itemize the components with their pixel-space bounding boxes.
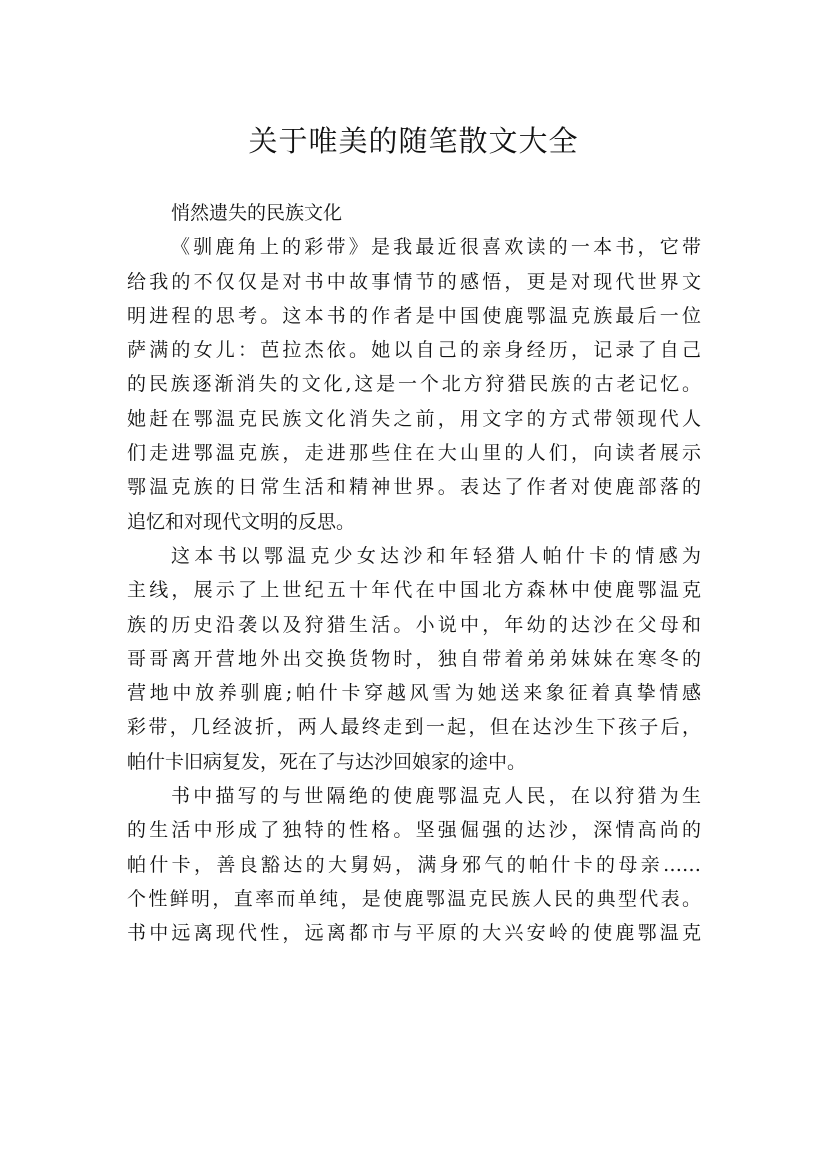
text-line: 追忆和对现代文明的反思。 xyxy=(127,510,356,533)
document-body xyxy=(127,196,701,951)
text-line: 给我的不仅仅是对书中故事情节的感悟，更是对现代世界文 xyxy=(127,270,701,293)
text-line: 《驯鹿角上的彩带》是我最近很喜欢读的一本书，它带 xyxy=(171,236,701,259)
text-line: 们走进鄂温克族，走进那些住在大山里的人们，向读者展示 xyxy=(127,442,701,465)
text-line: 营地中放养驯鹿;帕什卡穿越风雪为她送来象征着真挚情感 xyxy=(127,682,701,705)
text-line: 的生活中形成了独特的性格。坚强倔强的达沙，深情高尚的 xyxy=(127,819,701,842)
text-line: 个性鲜明，直率而单纯，是使鹿鄂温克民族人民的典型代表。 xyxy=(127,887,701,910)
text-line: 这本书以鄂温克少女达沙和年轻猎人帕什卡的情感为 xyxy=(171,544,701,567)
text-line: 鄂温克族的日常生活和精神世界。表达了作者对使鹿部落的 xyxy=(127,476,701,499)
text-line: 的民族逐渐消失的文化,这是一个北方狩猎民族的古老记忆。 xyxy=(127,373,701,396)
text-line: 明进程的思考。这本书的作者是中国使鹿鄂温克族最后一位 xyxy=(127,304,701,327)
text-line: 帕什卡旧病复发，死在了与达沙回娘家的途中。 xyxy=(127,750,527,773)
text-line: 彩带，几经波折，两人最终走到一起，但在达沙生下孩子后， xyxy=(127,716,701,739)
text-line: 书中描写的与世隔绝的使鹿鄂温克人民，在以狩猎为生 xyxy=(171,785,701,808)
text-line: 帕什卡，善良豁达的大舅妈，满身邪气的帕什卡的母亲…… xyxy=(127,853,701,876)
document-title: 关于唯美的随笔散文大全 xyxy=(248,124,579,159)
text-line: 哥哥离开营地外出交换货物时，独自带着弟弟妹妹在寒冬的 xyxy=(127,647,701,670)
text-line: 族的历史沿袭以及狩猎生活。小说中，年幼的达沙在父母和 xyxy=(127,613,701,636)
text-line: 萨满的女儿：芭拉杰依。她以自己的亲身经历，记录了自己 xyxy=(127,339,701,362)
section-heading: 悄然遗失的民族文化 xyxy=(171,202,343,224)
text-line: 书中远离现代性，远离都市与平原的大兴安岭的使鹿鄂温克 xyxy=(127,922,701,945)
text-line: 她赶在鄂温克民族文化消失之前，用文字的方式带领现代人 xyxy=(127,407,701,430)
text-line: 主线，展示了上世纪五十年代在中国北方森林中使鹿鄂温克 xyxy=(127,579,701,602)
